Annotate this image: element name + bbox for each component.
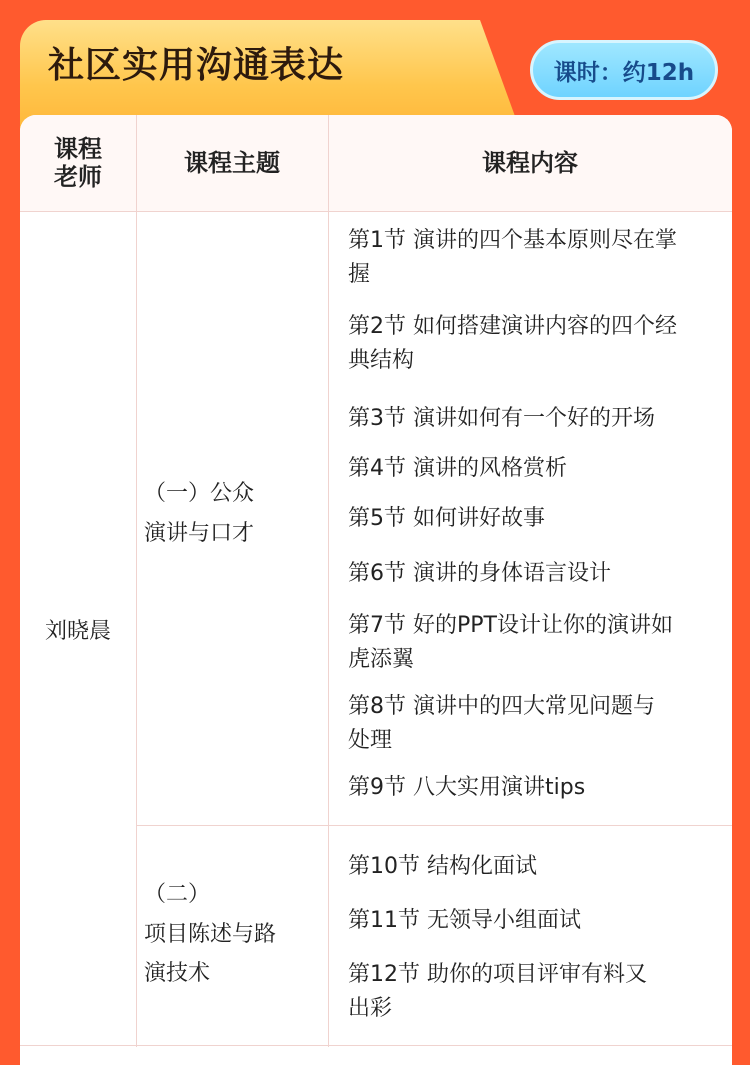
lesson-item: 第9节 八大实用演讲tips — [348, 775, 586, 800]
lesson-item: 第7节 好的PPT设计让你的演讲如 虎添翼 — [348, 613, 673, 673]
lesson-item: 第5节 如何讲好故事 — [348, 506, 545, 531]
lesson-item: 第4节 演讲的风格赏析 — [348, 456, 567, 481]
topic-public-speaking: （一）公众 演讲与口才 — [144, 481, 255, 546]
lesson-item: 第2节 如何搭建演讲内容的四个经 典结构 — [348, 314, 677, 374]
lesson-item: 第6节 演讲的身体语言设计 — [348, 561, 611, 586]
column-header-content: 课程内容 — [482, 148, 578, 177]
column-header-topic: 课程主题 — [184, 148, 280, 177]
lesson-item: 第3节 演讲如何有一个好的开场 — [348, 406, 655, 431]
course-table-card — [20, 115, 732, 1065]
lesson-item: 第10节 结构化面试 — [348, 854, 537, 879]
topic-project-pitch: （二） 项目陈述与路 演技术 — [144, 882, 277, 987]
teacher-name: 刘晓晨 — [44, 619, 111, 644]
page-title: 社区实用沟通表达 — [48, 45, 345, 86]
lesson-item: 第8节 演讲中的四大常见问题与 处理 — [348, 694, 655, 754]
lesson-item: 第1节 演讲的四个基本原则尽在掌 握 — [348, 228, 677, 288]
column-header-teacher: 课程 老师 — [54, 134, 102, 191]
lesson-item: 第11节 无领导小组面试 — [348, 908, 581, 933]
duration-badge: 课时：约12h — [530, 40, 718, 100]
lesson-item: 第12节 助你的项目评审有料又 出彩 — [348, 962, 647, 1022]
